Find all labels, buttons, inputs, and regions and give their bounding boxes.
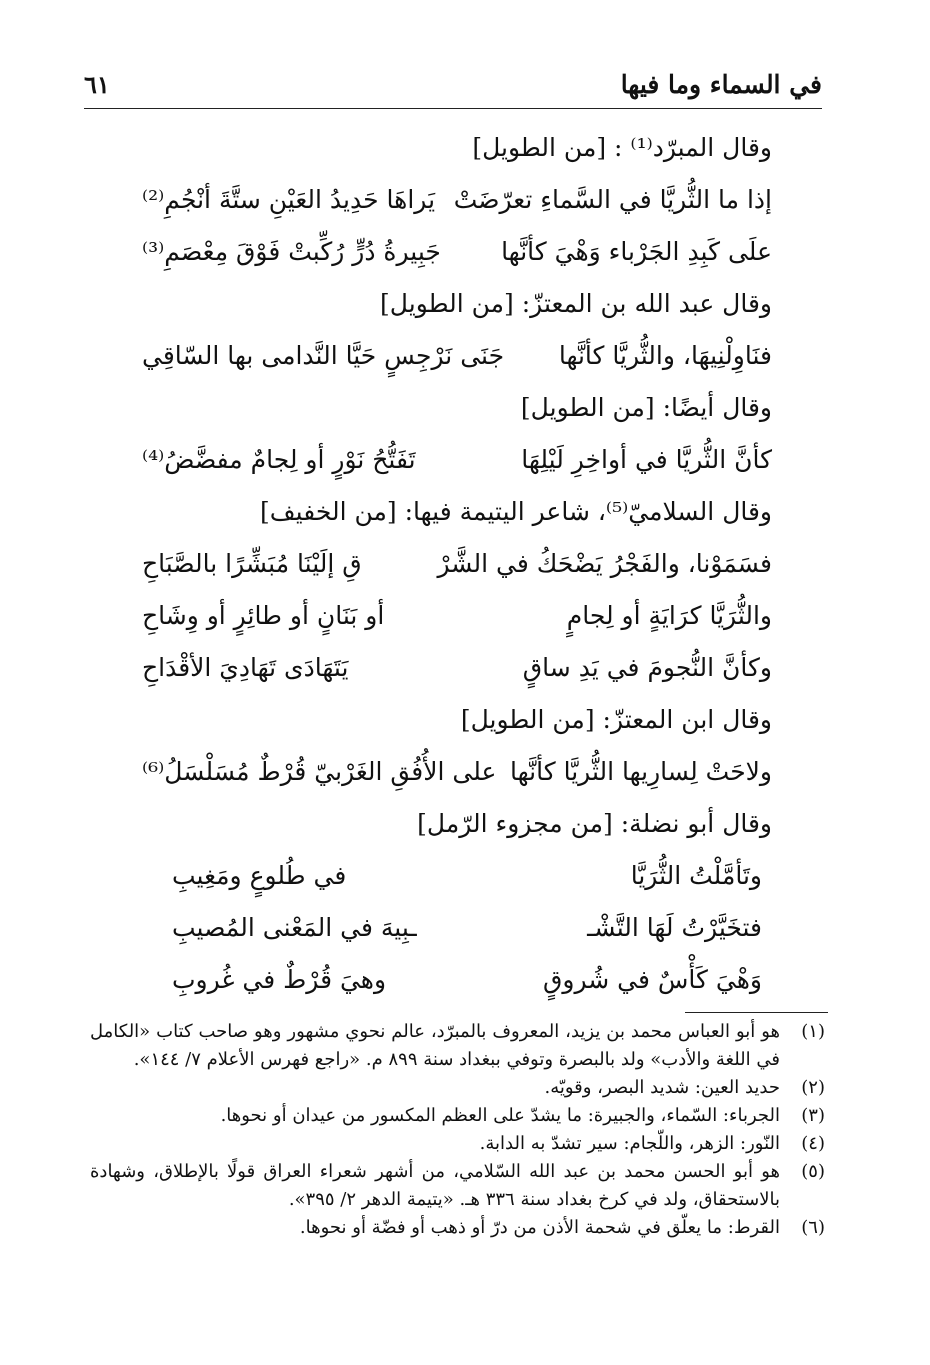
footnote-number: (٦) xyxy=(801,1217,825,1238)
footnote-text: حديد العين: شديد البصر، وقويّه. xyxy=(544,1077,780,1098)
verse-line xyxy=(130,954,772,1006)
second-hemistich: يَتَهَادَى تَهَادِيَ الأقْدَاحِ xyxy=(142,653,349,682)
verse-line xyxy=(130,850,772,902)
footnote-number: (١) xyxy=(801,1021,825,1042)
second-hemistich: وهيَ قُرْطٌ في غُروبِ xyxy=(172,965,387,994)
footnote xyxy=(90,1074,825,1102)
first-hemistich: والثُّرَيَّا كرَايَةٍ أو لِجامٍ xyxy=(566,601,772,630)
verse-line xyxy=(130,434,772,486)
second-hemistich: تَفَتُّحُ نَوْرٍ أو لِجامٌ مفضَّضُ⁽⁴⁾ xyxy=(142,445,416,474)
intro-line: وقال أيضًا: [من الطويل] xyxy=(520,393,772,422)
first-hemistich: ولاحَتْ لِسارِيها الثُّريَّا كأنَّها xyxy=(510,757,772,786)
verse-line xyxy=(130,174,772,226)
second-hemistich: أو بَنَانٍ أو طائِرٍ أو وِشَاحِ xyxy=(142,601,385,630)
verse-line xyxy=(130,746,772,798)
first-hemistich: فتخَيَّرْتُ لَهَا التَّشْـ xyxy=(587,913,762,942)
verse-line xyxy=(130,538,772,590)
first-hemistich: كأنَّ الثُّريَّا في أواخِرِ لَيْلِهَا xyxy=(521,445,772,474)
intro-line: وقال المبرّد⁽¹⁾ : [من الطويل] xyxy=(472,133,772,162)
first-hemistich: وتَأمَّلْتُ الثُّرَيَّا xyxy=(630,861,762,890)
verse-line xyxy=(130,902,772,954)
intro-line: وقال عبد الله بن المعتزّ: [من الطويل] xyxy=(380,289,772,318)
second-hemistich: على الأُفُقِ الغَرْبيّ قُرْطٌ مُسَلْسَلُ⁽⁶⁾ xyxy=(142,757,497,786)
verse-line xyxy=(130,590,772,642)
footnote-text: هو أبو العباس محمد بن يزيد، المعروف بالمبرّد، عالم نحوي مشهور وهو صاحب كتاب «الكامل في اللغة والأدب» ولد بالبصرة وتوفي ببغداد سنة ٨٩٩ م. «راجع فهرس الأعلام ٧/ ١٤٤». xyxy=(90,1021,780,1070)
second-hemistich: في طُلوعٍ ومَغِيبِ xyxy=(172,861,347,890)
second-hemistich: جَنَى نَرْجِسٍ حَيَّا النَّدامى بها السّاقِي xyxy=(142,341,505,370)
footnote-text: الجرباء: السّماء، والجبيرة: ما يشدّ على العظم المكسور من عيدان أو نحوها. xyxy=(220,1105,780,1126)
footnote-number: (٤) xyxy=(801,1133,825,1154)
running-title: في السماء وما فيها xyxy=(620,70,822,99)
footnote-number: (٢) xyxy=(801,1077,825,1098)
second-hemistich: ـبِيهَ في المَعْنى المُصيبِ xyxy=(172,913,417,942)
footnotes xyxy=(90,1018,825,1242)
first-hemistich: إذا ما الثُّريَّا في السَّماءِ تعرّضَتْ xyxy=(453,185,772,214)
footnote xyxy=(90,1158,825,1214)
first-hemistich: فسَمَوْنا، والفَجْرُ يَضْحَكُ في الشَّرْ xyxy=(437,549,772,578)
first-hemistich: وَهْيَ كَأْسٌ في شُروقٍ xyxy=(543,965,762,994)
footnote xyxy=(90,1018,825,1074)
first-hemistich: علَى كَبِدِ الجَرْباء وَهْيَ كأنَّها xyxy=(501,237,772,266)
first-hemistich: فنَاوِلْنِيهَا، والثُّريَّا كأنَّها xyxy=(558,341,772,370)
poem-body xyxy=(130,122,772,1006)
verse-line xyxy=(130,226,772,278)
footnote-number: (٥) xyxy=(801,1161,825,1182)
footnote-text: القرط: ما يعلّق في شحمة الأذن من درّ أو ذهب أو فضّة أو نحوها. xyxy=(299,1217,780,1238)
page-header xyxy=(84,68,822,109)
first-hemistich: وكأنَّ النُّجومَ في يَدِ ساقٍ xyxy=(522,653,772,682)
footnote xyxy=(90,1130,825,1158)
intro-line: وقال أبو نضلة: [من مجزوء الرّمل] xyxy=(417,809,772,838)
footnote xyxy=(90,1102,825,1130)
footnote-number: (٣) xyxy=(801,1105,825,1126)
footnote-text: النّور: الزهر، واللّجام: سير تشدّ به الدابة. xyxy=(479,1133,780,1154)
footnote-text: هو أبو الحسن محمد بن عبد الله السّلامي، من أشهر شعراء العراق قولًا بالإطلاق، وشهادة بالاستحقاق، ولد في كرخ بغداد سنة ٣٣٦ هـ. «يتيمة الدهر ٢/ ٣٩٥». xyxy=(90,1161,780,1210)
page-number: ٦١ xyxy=(84,70,110,99)
second-hemistich: يَراهَا حَدِيدُ العَيْنِ ستَّةَ أنْجُمِ⁽²⁾ xyxy=(142,185,436,214)
intro-line: وقال السلاميّ⁽⁵⁾، شاعر اليتيمة فيها: [من الخفيف] xyxy=(260,497,772,526)
second-hemistich: قِ إلَيْنَا مُبَشِّرًا بالصَّبَاحِ xyxy=(142,549,362,578)
footnote xyxy=(90,1214,825,1242)
footnote-separator xyxy=(685,1012,828,1013)
intro-line: وقال ابن المعتزّ: [من الطويل] xyxy=(460,705,772,734)
verse-line xyxy=(130,642,772,694)
second-hemistich: جَبِيرةُ دُرٍّ رُكِّبتْ فَوْقَ مِعْصَمِ⁽³⁾ xyxy=(142,237,441,266)
verse-line xyxy=(130,330,772,382)
